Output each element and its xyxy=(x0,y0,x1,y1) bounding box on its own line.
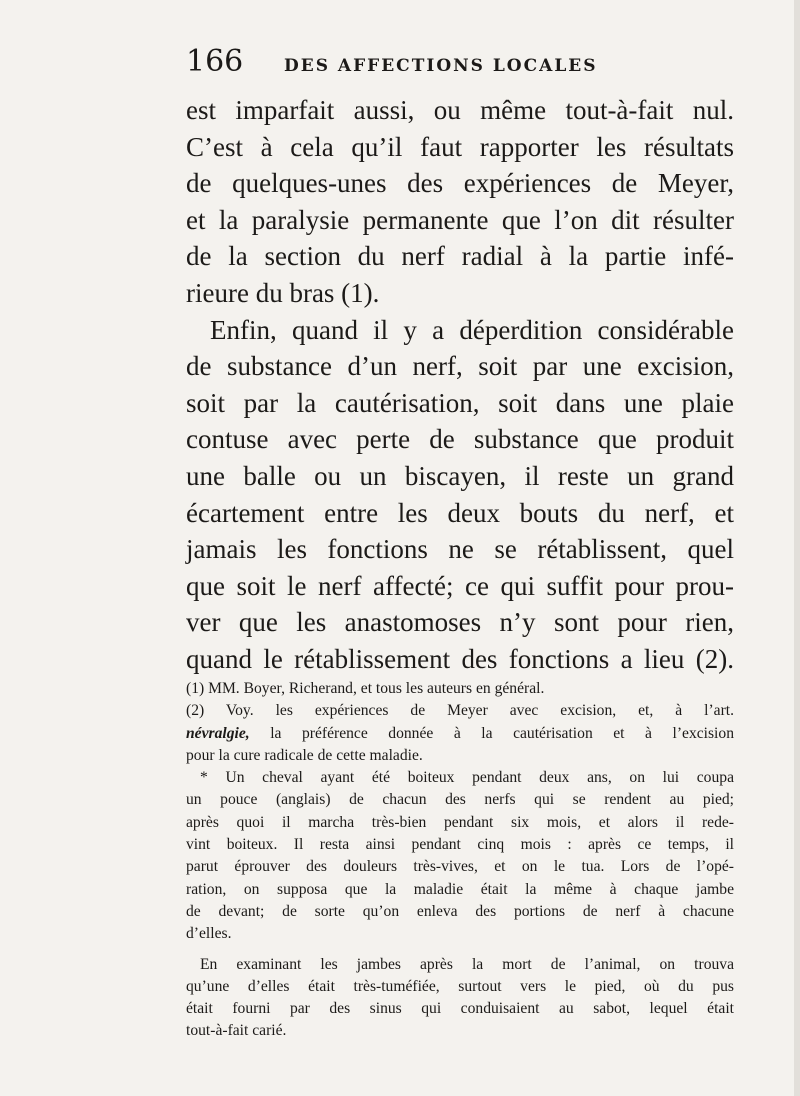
text-line: de quelques-unes des expériences de Meyer, xyxy=(186,168,734,199)
text-line: contuse avec perte de substance que produit xyxy=(186,424,734,455)
footnote-italic-term: névralgie, xyxy=(186,724,250,742)
text-line: de substance d’un nerf, soit par une excision, xyxy=(186,351,734,382)
footnote-exam-line: était fourni par des sinus qui conduisaient au sabot, lequel était xyxy=(186,1000,734,1018)
running-head: DES AFFECTIONS LOCALES xyxy=(284,56,598,76)
text-line: est imparfait aussi, ou même tout-à-fait nul. xyxy=(186,95,734,125)
text-line: C’est à cela qu’il faut rapporter les résultats xyxy=(186,131,734,162)
text-line: écartement entre les deux bouts du nerf, et xyxy=(186,497,734,528)
footnote-star-line: parut éprouver des douleurs très-vives, et on le tua. Lors de l’opé- xyxy=(186,858,734,876)
main-text xyxy=(186,92,734,678)
footnote-exam-line: qu’une d’elles était très-tuméfiée, surtout vers le pied, où du pus xyxy=(186,977,734,995)
page-header xyxy=(186,44,726,84)
text-line: soit par la cautérisation, soit dans une plaie xyxy=(186,387,734,418)
footnote-star-line: d’elles. xyxy=(186,925,232,943)
text-line: ver que les anastomoses n’y sont pour rien, xyxy=(186,607,734,638)
text-line: et la paralysie permanente que l’on dit résulter xyxy=(186,204,734,235)
footnote-exam-line: tout-à-fait carié. xyxy=(186,1022,287,1040)
text-line: Enfin, quand il y a déperdition considérable xyxy=(210,314,734,345)
text-line: que soit le nerf affecté; ce qui suffit pour prou- xyxy=(186,570,734,601)
footnote-2-line: pour la cure radicale de cette maladie. xyxy=(186,746,423,764)
page-edge xyxy=(794,0,800,1096)
footnote-star-line: * Un cheval ayant été boiteux pendant deux ans, on lui coupa xyxy=(200,769,734,787)
text-line: une balle ou un biscayen, il reste un grand xyxy=(186,460,734,491)
footnote-2-line xyxy=(186,723,734,745)
text-line: de la section du nerf radial à la partie infé- xyxy=(186,241,734,272)
footnote-star-line: après quoi il marcha très-bien pendant six mois, et alors il rede- xyxy=(186,813,734,831)
text-line: jamais les fonctions ne se rétablissent, quel xyxy=(186,534,734,565)
footnotes xyxy=(186,678,734,1043)
footnote-star-line: un pouce (anglais) de chacun des nerfs qui se rendent au pied; xyxy=(186,791,734,809)
footnote-1: (1) MM. Boyer, Richerand, et tous les auteurs en général. xyxy=(186,680,545,697)
footnote-star-line: de devant; de sorte qu’on enleva des portions de nerf à chacune xyxy=(186,902,734,920)
footnote-exam-line: En examinant les jambes après la mort de l’animal, on trouva xyxy=(200,955,734,973)
footnote-star-line: vint boiteux. Il resta ainsi pendant cinq mois : après ce temps, il xyxy=(186,836,734,854)
page-number: 166 xyxy=(186,44,244,79)
footnote-2-line: (2) Voy. les expériences de Meyer avec excision, et, à l’art. xyxy=(186,702,734,720)
footnote-star-line: ration, on supposa que la maladie était la même à chaque jambe xyxy=(186,880,734,898)
text-line: rieure du bras (1). xyxy=(186,277,380,308)
footnote-2-rest: la préférence donnée à la cautérisation et à l’excision xyxy=(249,724,734,742)
text-line: quand le rétablissement des fonctions a lieu (2). xyxy=(186,643,734,674)
